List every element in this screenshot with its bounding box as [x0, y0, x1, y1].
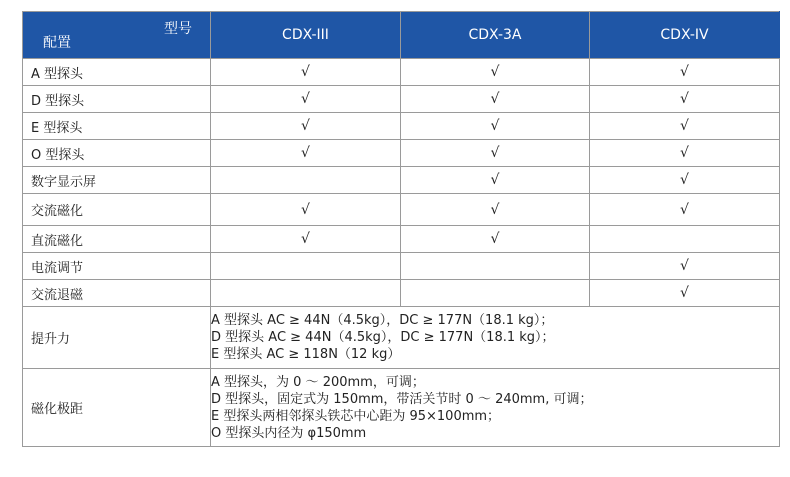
check-mark: √: [401, 86, 590, 113]
column-header-cdx-iii: CDX-III: [211, 12, 401, 59]
check-mark: [401, 280, 590, 307]
row-label: 交流磁化: [23, 194, 211, 226]
check-mark: [401, 253, 590, 280]
check-mark: √: [401, 140, 590, 167]
check-mark: √: [590, 280, 780, 307]
config-header-label: 配置: [43, 35, 71, 51]
table-row: [23, 280, 780, 307]
note-line: E 型探头 AC ≥ 118N（12 kg）: [211, 347, 401, 362]
check-mark: √: [401, 113, 590, 140]
check-mark: √: [211, 140, 401, 167]
pole-spacing-notes: [211, 369, 780, 447]
check-mark: √: [590, 86, 780, 113]
note-line: A 型探头 AC ≥ 44N（4.5kg），DC ≥ 177N（18.1 kg）；: [211, 313, 554, 328]
lift-force-notes: [211, 307, 780, 369]
check-mark: [211, 253, 401, 280]
model-header-label: 型号: [164, 21, 192, 37]
header-diagonal-cell: [23, 12, 211, 59]
check-mark: √: [590, 59, 780, 86]
table-row: [23, 253, 780, 280]
note-line: O 型探头内径为 φ150mm: [211, 425, 367, 441]
row-label: 电流调节: [23, 253, 211, 280]
row-label: O 型探头: [23, 140, 211, 167]
check-mark: √: [211, 86, 401, 113]
check-mark: √: [401, 194, 590, 226]
spec-table: [22, 11, 780, 447]
row-label: E 型探头: [23, 113, 211, 140]
check-mark: [590, 226, 780, 253]
check-mark: √: [590, 113, 780, 140]
pole-spacing-row: [23, 369, 780, 447]
check-mark: √: [590, 194, 780, 226]
row-label: 数字显示屏: [23, 167, 211, 194]
check-mark: √: [211, 113, 401, 140]
table-row: [23, 226, 780, 253]
check-mark: √: [401, 167, 590, 194]
row-label: 交流退磁: [23, 280, 211, 307]
row-label: D 型探头: [23, 86, 211, 113]
table-row: [23, 194, 780, 226]
check-mark: √: [401, 226, 590, 253]
check-mark: [211, 280, 401, 307]
note-line: D 型探头，固定式为 150mm，带活关节时 0 ～ 240mm, 可调；: [211, 391, 593, 407]
column-header-cdx-3a: CDX-3A: [401, 12, 590, 59]
note-line: A 型探头，为 0 ～ 200mm，可调；: [211, 374, 425, 390]
check-mark: √: [590, 253, 780, 280]
check-mark: √: [590, 167, 780, 194]
column-header-cdx-iv: CDX-IV: [590, 12, 780, 59]
note-line: D 型探头 AC ≥ 44N（4.5kg），DC ≥ 177N（18.1 kg）；: [211, 330, 555, 345]
note-line: E 型探头两相邻探头铁芯中心距为 95×100mm；: [211, 408, 501, 424]
lift-force-row: [23, 307, 780, 369]
check-mark: √: [211, 194, 401, 226]
row-label: 提升力: [23, 307, 211, 369]
check-mark: √: [211, 59, 401, 86]
row-label: A 型探头: [23, 59, 211, 86]
check-mark: √: [211, 226, 401, 253]
table-row: [23, 86, 780, 113]
row-label: 磁化极距: [23, 369, 211, 447]
table-row: [23, 167, 780, 194]
table-row: [23, 59, 780, 86]
table-row: [23, 113, 780, 140]
table-header: [23, 12, 780, 59]
table-row: [23, 140, 780, 167]
check-mark: √: [590, 140, 780, 167]
check-mark: [211, 167, 401, 194]
check-mark: √: [401, 59, 590, 86]
row-label: 直流磁化: [23, 226, 211, 253]
